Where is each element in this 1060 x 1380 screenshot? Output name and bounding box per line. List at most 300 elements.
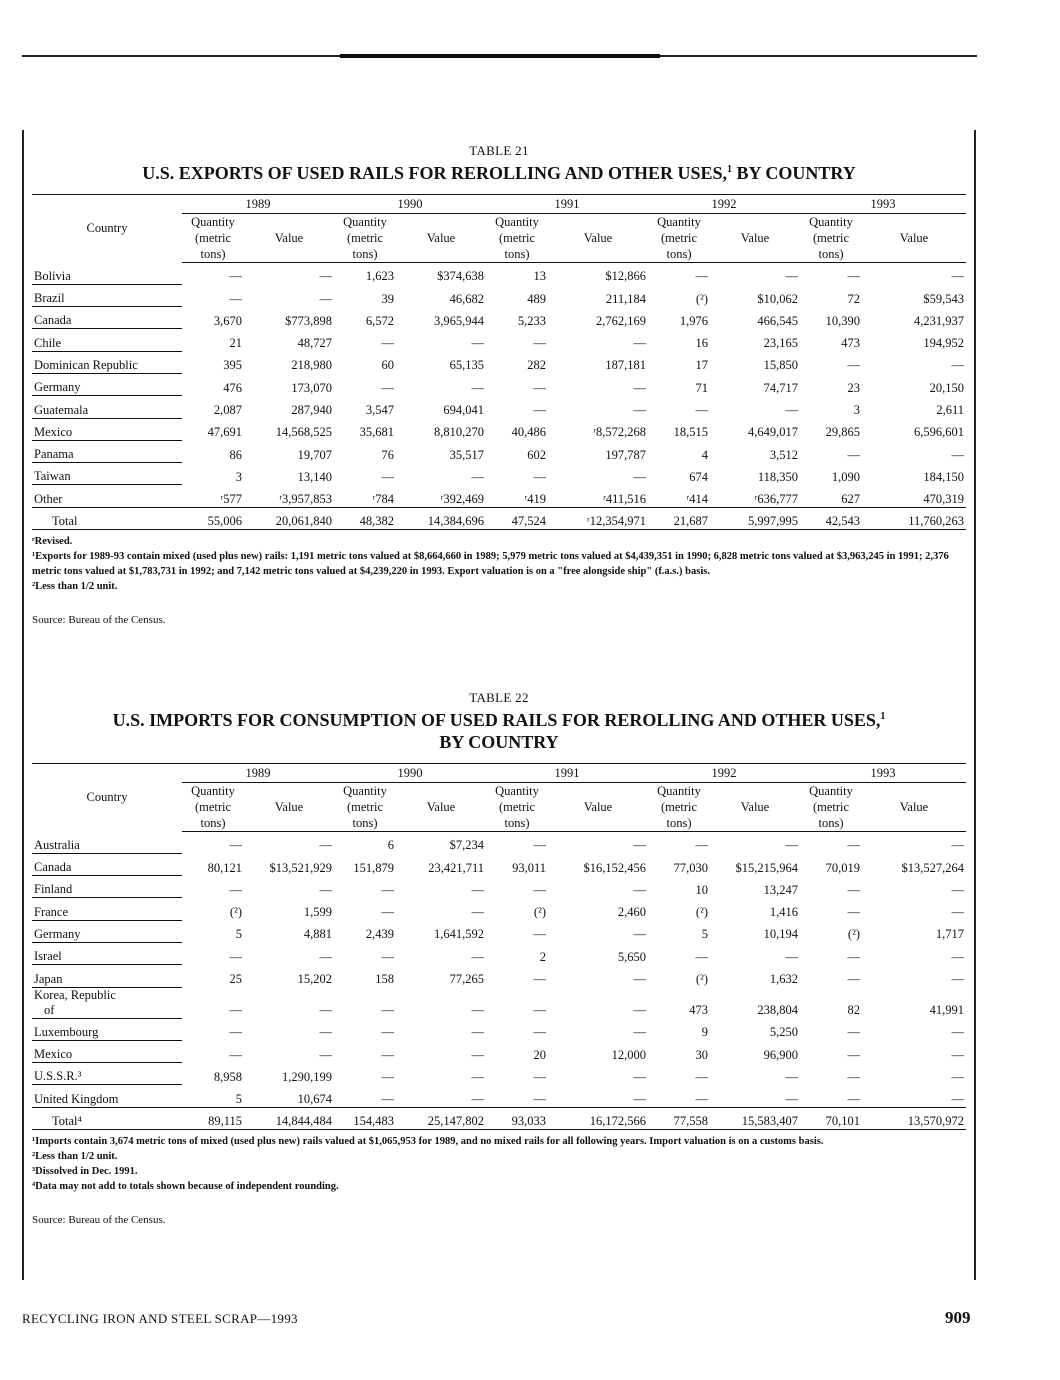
quantity-header-line: tons)	[818, 816, 844, 830]
value-cell: —	[633, 336, 646, 351]
table-21-notes	[32, 534, 966, 594]
year-header: 1991	[486, 195, 648, 214]
value-cell: —	[785, 403, 798, 418]
total-value-cell: 14,384,696	[396, 507, 486, 529]
quantity-cell: —	[381, 882, 394, 897]
value-cell: 15,850	[763, 358, 798, 373]
quantity-cell: —	[847, 838, 860, 853]
value-cell: 118,350	[757, 469, 798, 484]
year-header: 1990	[334, 195, 486, 214]
value-cell: 23,165	[763, 336, 798, 351]
quantity-cell: —	[695, 1069, 708, 1084]
quantity-cell: 158	[375, 972, 394, 987]
year-header: 1991	[486, 764, 648, 783]
quantity-cell: 2,439	[365, 927, 394, 942]
quantity-cell: ʳ414	[686, 491, 708, 506]
country-cell: Bolivia	[32, 263, 182, 285]
quantity-header-line: Quantity	[657, 215, 701, 229]
country-cell: Germany	[32, 920, 182, 942]
total-quantity-cell: 47,524	[486, 507, 548, 529]
quantity-cell: —	[847, 1091, 860, 1106]
quantity-header-line: Quantity	[495, 784, 539, 798]
quantity-column-header	[334, 214, 396, 263]
quantity-header-line: Quantity	[809, 784, 853, 798]
quantity-cell: ʳ784	[372, 491, 394, 506]
quantity-cell: 80,121	[207, 860, 242, 875]
value-cell: 46,682	[449, 291, 484, 306]
quantity-cell: —	[533, 1091, 546, 1106]
quantity-cell: —	[381, 469, 394, 484]
total-label: Total⁴	[32, 1107, 182, 1129]
quantity-cell: 6	[387, 838, 394, 853]
value-cell: 218,980	[291, 358, 332, 373]
year-header: 1992	[648, 764, 800, 783]
quantity-header-line: tons)	[666, 816, 692, 830]
quantity-cell: 35,681	[359, 425, 394, 440]
value-cell: 2,762,169	[596, 313, 646, 328]
quantity-cell: —	[381, 949, 394, 964]
quantity-header-line: tons)	[504, 247, 530, 261]
total-quantity-cell: 42,543	[800, 507, 862, 529]
quantity-cell: —	[381, 380, 394, 395]
right-margin-rule	[974, 130, 976, 1280]
quantity-cell: —	[847, 1025, 860, 1040]
table-row	[32, 463, 966, 485]
quantity-cell: 674	[689, 469, 708, 484]
country-name-line: Korea, Republic	[34, 987, 116, 1002]
table-22-source: Source: Bureau of the Census.	[32, 1214, 166, 1227]
quantity-cell: 6,572	[365, 313, 394, 328]
quantity-cell: —	[229, 1003, 242, 1018]
quantity-header-line: (metric	[498, 231, 536, 245]
quantity-cell: —	[533, 1025, 546, 1040]
value-cell: 470,319	[923, 491, 964, 506]
value-cell: —	[633, 1025, 646, 1040]
quantity-cell: (²)	[695, 905, 708, 920]
value-cell: —	[471, 1003, 484, 1018]
value-cell: 194,952	[923, 336, 964, 351]
quantity-cell: 60	[381, 358, 394, 373]
quantity-cell: 8,958	[213, 1069, 242, 1084]
quantity-cell: ʳ419	[524, 491, 546, 506]
total-value-cell: ʳ12,354,971	[548, 507, 648, 529]
value-cell: —	[319, 949, 332, 964]
value-cell: 3,512	[769, 447, 798, 462]
quantity-header-line: (metric	[812, 800, 850, 814]
value-cell: 13,247	[763, 882, 798, 897]
quantity-cell: 76	[381, 447, 394, 462]
value-cell: —	[471, 905, 484, 920]
value-cell: 10,194	[763, 927, 798, 942]
year-header: 1989	[182, 195, 334, 214]
country-cell: Guatemala	[32, 396, 182, 418]
quantity-cell: 25	[229, 972, 242, 987]
quantity-cell: —	[847, 882, 860, 897]
total-quantity-cell: 89,115	[182, 1107, 244, 1129]
country-column-header: Country	[32, 195, 182, 263]
quantity-cell: 47,691	[207, 425, 242, 440]
table-row	[32, 942, 966, 964]
quantity-cell: —	[847, 949, 860, 964]
footnote: ʳRevised.	[32, 536, 73, 548]
value-cell: —	[951, 358, 964, 373]
quantity-cell: 3	[235, 469, 242, 484]
value-cell: —	[951, 1025, 964, 1040]
table-22-notes	[32, 1134, 966, 1194]
country-cell: Mexico	[32, 418, 182, 440]
value-cell: 35,517	[449, 447, 484, 462]
value-cell: ʳ636,777	[754, 491, 798, 506]
value-cell: —	[633, 882, 646, 897]
value-cell: —	[471, 1069, 484, 1084]
quantity-header-line: Quantity	[343, 784, 387, 798]
value-cell: —	[633, 972, 646, 987]
table-22-caption: TABLE 22	[469, 690, 529, 705]
value-cell: —	[471, 882, 484, 897]
quantity-cell: —	[847, 1047, 860, 1062]
table-21-title-text: U.S. EXPORTS OF USED RAILS FOR REROLLING AND OTHER USES,	[142, 163, 728, 183]
quantity-cell: 476	[223, 380, 242, 395]
value-column-header: Value	[244, 783, 334, 832]
quantity-cell: 10	[695, 882, 708, 897]
quantity-cell: —	[695, 1091, 708, 1106]
value-cell: —	[471, 469, 484, 484]
total-row	[32, 507, 966, 529]
quantity-header-line: (metric	[660, 231, 698, 245]
value-cell: $12,866	[605, 269, 646, 284]
table-row	[32, 396, 966, 418]
value-cell: 8,810,270	[434, 425, 484, 440]
country-cell: United Kingdom	[32, 1085, 182, 1107]
quantity-cell: —	[229, 269, 242, 284]
quantity-cell: (²)	[229, 905, 242, 920]
quantity-cell: 5	[701, 927, 708, 942]
value-cell: —	[951, 949, 964, 964]
quantity-column-header	[486, 214, 548, 263]
total-value-cell: 14,844,484	[244, 1107, 334, 1129]
quantity-cell: 29,865	[825, 425, 860, 440]
value-cell: —	[471, 949, 484, 964]
value-cell: 3,965,944	[434, 313, 484, 328]
quantity-cell: —	[533, 469, 546, 484]
table-row	[32, 1085, 966, 1107]
value-cell: —	[471, 1091, 484, 1106]
table-21-source: Source: Bureau of the Census.	[32, 614, 166, 627]
table-row	[32, 832, 966, 854]
quantity-header-line: tons)	[818, 247, 844, 261]
value-cell: —	[633, 1069, 646, 1084]
quantity-cell: —	[381, 336, 394, 351]
footnote: ¹Exports for 1989-93 contain mixed (used plus new) rails: 1,191 metric tons valued at $8,664,660 in 1989; 5,979 metric tons valued at $4,439,351 in 1990; 6,828 metric tons valued at $3,963,245 in 1991; 2,376 metric tons valued at $1,783,731 in 1992; and 7,142 metric tons valued at $4,239,220 in 1993. Export valuation is on a "free alongside ship" (f.a.s.) basis.	[32, 551, 949, 578]
quantity-cell: —	[533, 1069, 546, 1084]
quantity-cell: —	[695, 949, 708, 964]
value-cell: 77,265	[449, 972, 484, 987]
value-column-header: Value	[396, 783, 486, 832]
value-cell: —	[951, 972, 964, 987]
total-quantity-cell: 93,033	[486, 1107, 548, 1129]
value-cell: 12,000	[611, 1047, 646, 1062]
quantity-cell: 20	[533, 1047, 546, 1062]
quantity-cell: —	[847, 1069, 860, 1084]
year-header: 1992	[648, 195, 800, 214]
quantity-cell: 17	[695, 358, 708, 373]
value-cell: 5,650	[617, 949, 646, 964]
value-cell: —	[785, 1091, 798, 1106]
quantity-cell: 30	[695, 1047, 708, 1062]
table-row	[32, 440, 966, 462]
value-column-header: Value	[710, 783, 800, 832]
quantity-header-line: Quantity	[809, 215, 853, 229]
country-cell: Canada	[32, 853, 182, 875]
total-row	[32, 1107, 966, 1129]
quantity-cell: —	[847, 972, 860, 987]
quantity-cell: 1,090	[831, 469, 860, 484]
value-cell: 1,416	[769, 905, 798, 920]
quantity-header-line: tons)	[666, 247, 692, 261]
page-number: 909	[945, 1308, 971, 1327]
value-cell: 19,707	[297, 447, 332, 462]
value-cell: —	[319, 838, 332, 853]
quantity-header-line: Quantity	[657, 784, 701, 798]
country-cell: Japan	[32, 965, 182, 987]
quantity-cell: 2,087	[213, 403, 242, 418]
country-cell: Panama	[32, 440, 182, 462]
quantity-cell: 1,976	[679, 313, 708, 328]
value-cell: 1,717	[935, 927, 964, 942]
footnote: ¹Imports contain 3,674 metric tons of mixed (used plus new) rails valued at $1,065,953 for 1989, and no mixed rails for all following years. Import valuation is on a customs basis.	[32, 1136, 824, 1148]
quantity-column-header	[182, 783, 244, 832]
value-cell: —	[633, 838, 646, 853]
total-quantity-cell: 77,558	[648, 1107, 710, 1129]
value-cell: 65,135	[449, 358, 484, 373]
value-cell: —	[319, 1003, 332, 1018]
quantity-cell: 39	[381, 291, 394, 306]
total-quantity-cell: 48,382	[334, 507, 396, 529]
quantity-cell: 21	[229, 336, 242, 351]
quantity-cell: 93,011	[512, 860, 546, 875]
quantity-cell: 82	[847, 1003, 860, 1018]
total-value-cell: 20,061,840	[244, 507, 334, 529]
quantity-cell: —	[533, 403, 546, 418]
quantity-cell: 40,486	[511, 425, 546, 440]
table-21-title-tail: BY COUNTRY	[732, 163, 856, 183]
value-cell: $10,062	[757, 291, 798, 306]
value-cell: ʳ8,572,268	[593, 425, 646, 440]
value-cell: —	[785, 1069, 798, 1084]
quantity-cell: —	[847, 905, 860, 920]
quantity-cell: 5,233	[517, 313, 546, 328]
value-cell: —	[471, 380, 484, 395]
value-cell: 4,649,017	[748, 425, 798, 440]
total-label: Total	[32, 507, 182, 529]
value-cell: —	[633, 380, 646, 395]
quantity-cell: —	[533, 972, 546, 987]
quantity-cell: —	[695, 269, 708, 284]
value-cell: —	[319, 882, 332, 897]
quantity-cell: —	[381, 1069, 394, 1084]
quantity-cell: —	[847, 358, 860, 373]
table-row	[32, 307, 966, 329]
value-cell: —	[785, 949, 798, 964]
total-value-cell: 11,760,263	[862, 507, 966, 529]
value-cell: —	[319, 269, 332, 284]
country-cell: Taiwan	[32, 463, 182, 485]
table-row	[32, 1040, 966, 1062]
table-21-caption: TABLE 21	[469, 143, 529, 158]
country-cell: Chile	[32, 329, 182, 351]
country-name-line: of	[44, 1002, 55, 1017]
quantity-cell: 5	[235, 1091, 242, 1106]
country-cell: Germany	[32, 373, 182, 395]
value-cell: 4,881	[303, 927, 332, 942]
value-cell: —	[951, 838, 964, 853]
table-21	[32, 143, 966, 626]
value-cell: 10,674	[297, 1091, 332, 1106]
value-cell: —	[951, 269, 964, 284]
quantity-cell: —	[533, 838, 546, 853]
table-22-grid	[32, 763, 966, 1130]
country-cell: Finland	[32, 876, 182, 898]
quantity-header-line: tons)	[200, 816, 226, 830]
quantity-cell: —	[533, 380, 546, 395]
total-value-cell: 13,570,972	[862, 1107, 966, 1129]
total-value-cell: 16,172,566	[548, 1107, 648, 1129]
quantity-cell: 23	[847, 380, 860, 395]
quantity-cell: 86	[229, 447, 242, 462]
total-value-cell: 25,147,802	[396, 1107, 486, 1129]
quantity-header-line: (metric	[660, 800, 698, 814]
quantity-cell: 16	[695, 336, 708, 351]
quantity-cell: —	[381, 1003, 394, 1018]
value-column-header: Value	[862, 783, 966, 832]
table-22	[32, 690, 966, 1226]
value-cell: 74,717	[763, 380, 798, 395]
value-cell: 6,596,601	[914, 425, 964, 440]
value-cell: —	[633, 469, 646, 484]
quantity-cell: 473	[689, 1003, 708, 1018]
value-cell: 187,181	[605, 358, 646, 373]
value-cell: —	[951, 447, 964, 462]
quantity-header-line: (metric	[194, 231, 232, 245]
quantity-header-line: (metric	[498, 800, 536, 814]
quantity-cell: 282	[527, 358, 546, 373]
quantity-cell: 4	[701, 447, 708, 462]
table-row	[32, 987, 966, 1018]
quantity-column-header	[334, 783, 396, 832]
table-row	[32, 485, 966, 507]
quantity-cell: 70,019	[825, 860, 860, 875]
quantity-cell: 3,547	[365, 403, 394, 418]
value-cell: 2,611	[936, 403, 964, 418]
country-cell: Canada	[32, 307, 182, 329]
quantity-cell: —	[229, 882, 242, 897]
value-cell: 1,632	[769, 972, 798, 987]
quantity-cell: —	[381, 1047, 394, 1062]
country-cell: France	[32, 898, 182, 920]
quantity-cell: —	[695, 403, 708, 418]
value-column-header: Value	[396, 214, 486, 263]
quantity-cell: —	[533, 882, 546, 897]
value-cell: 1,641,592	[434, 927, 484, 942]
value-cell: 4,231,937	[914, 313, 964, 328]
total-value-cell: 5,997,995	[710, 507, 800, 529]
total-quantity-cell: 154,483	[334, 1107, 396, 1129]
total-quantity-cell: 70,101	[800, 1107, 862, 1129]
country-cell: Brazil	[32, 284, 182, 306]
table-22-title	[32, 706, 966, 753]
value-column-header: Value	[548, 783, 648, 832]
quantity-header-line: tons)	[504, 816, 530, 830]
quantity-cell: 151,879	[353, 860, 394, 875]
table-row	[32, 1018, 966, 1040]
quantity-cell: —	[533, 336, 546, 351]
value-cell: $15,215,964	[735, 860, 798, 875]
quantity-cell: (²)	[695, 291, 708, 306]
quantity-cell: —	[533, 927, 546, 942]
value-cell: $7,234	[449, 838, 484, 853]
value-cell: 287,940	[291, 403, 332, 418]
value-cell: 197,787	[605, 447, 646, 462]
country-cell: Luxembourg	[32, 1018, 182, 1040]
country-cell: Mexico	[32, 1040, 182, 1062]
value-cell: $13,527,264	[901, 860, 964, 875]
value-cell: 211,184	[605, 291, 646, 306]
country-cell: Australia	[32, 832, 182, 854]
value-cell: 173,070	[291, 380, 332, 395]
quantity-column-header	[800, 214, 862, 263]
quantity-cell: 72	[847, 291, 860, 306]
table-21-title-footnote: 1	[727, 164, 733, 175]
year-header: 1990	[334, 764, 486, 783]
value-cell: 20,150	[929, 380, 964, 395]
quantity-header-line: (metric	[812, 231, 850, 245]
value-cell: 466,545	[757, 313, 798, 328]
country-cell	[32, 987, 182, 1018]
table-21-title	[32, 159, 966, 184]
table-row	[32, 876, 966, 898]
quantity-cell: —	[847, 447, 860, 462]
value-column-header: Value	[710, 214, 800, 263]
value-cell: —	[785, 838, 798, 853]
value-cell: —	[319, 1025, 332, 1040]
quantity-cell: 10,390	[825, 313, 860, 328]
value-cell: —	[471, 336, 484, 351]
country-cell: U.S.S.R.³	[32, 1063, 182, 1085]
quantity-cell: —	[381, 1025, 394, 1040]
table-21-grid	[32, 194, 966, 530]
quantity-header-line: tons)	[200, 247, 226, 261]
value-cell: 13,140	[297, 469, 332, 484]
quantity-cell: 2	[539, 949, 546, 964]
total-quantity-cell: 21,687	[648, 507, 710, 529]
table-row	[32, 898, 966, 920]
value-cell: 48,727	[297, 336, 332, 351]
footnote: ²Less than 1/2 unit.	[32, 581, 118, 593]
quantity-header-line: (metric	[194, 800, 232, 814]
table-22-title-text: U.S. IMPORTS FOR CONSUMPTION OF USED RAILS FOR REROLLING AND OTHER USES,	[112, 710, 881, 730]
value-column-header: Value	[548, 214, 648, 263]
quantity-cell: 395	[223, 358, 242, 373]
year-header: 1989	[182, 764, 334, 783]
quantity-cell: (²)	[533, 905, 546, 920]
country-cell: Dominican Republic	[32, 351, 182, 373]
total-value-cell: 15,583,407	[710, 1107, 800, 1129]
value-cell: —	[633, 1091, 646, 1106]
value-cell: 184,150	[923, 469, 964, 484]
value-cell: —	[951, 1069, 964, 1084]
value-cell: —	[633, 1003, 646, 1018]
table-row	[32, 1063, 966, 1085]
